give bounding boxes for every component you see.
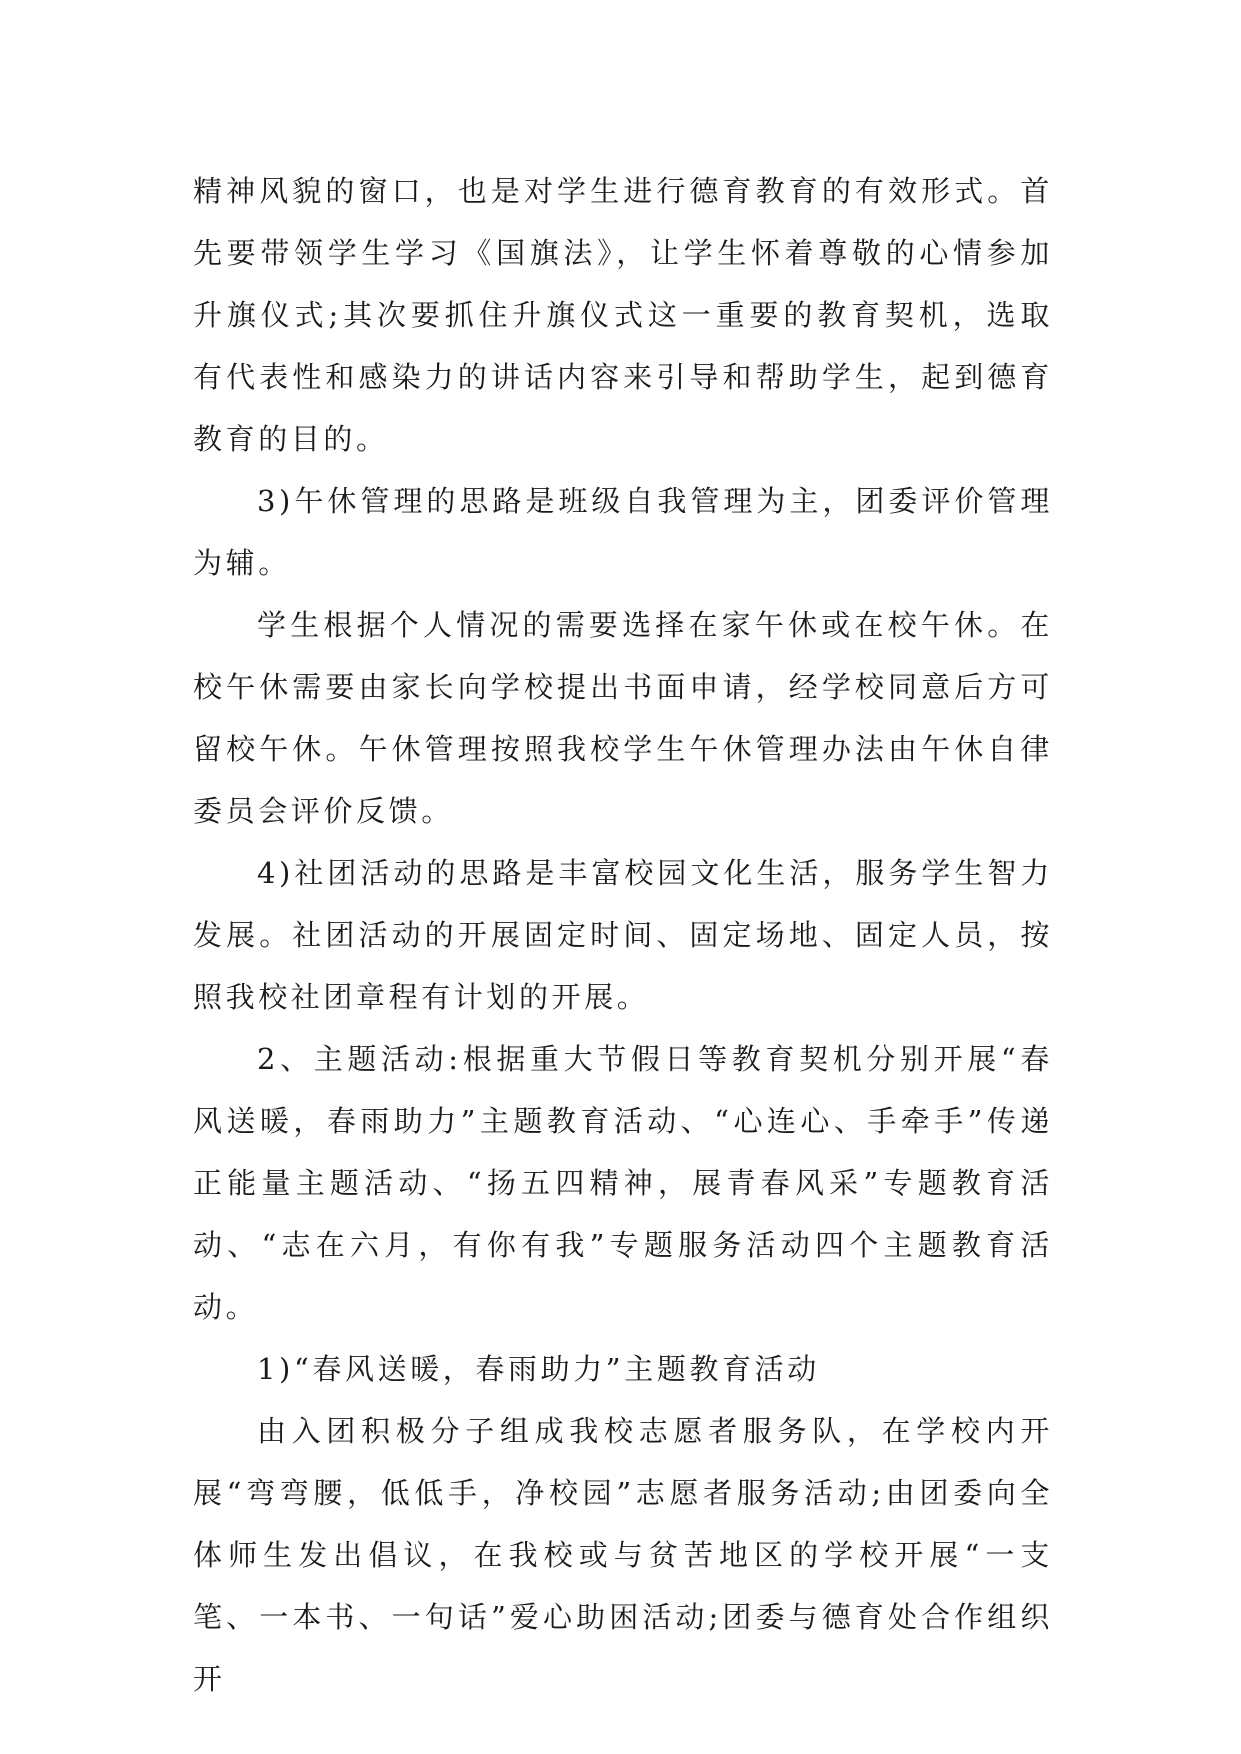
paragraph-1: 精神风貌的窗口，也是对学生进行德育教育的有效形式。首先要带领学生学习《国旗法》，让学生怀着尊敬的心情参加升旗仪式;其次要抓住升旗仪式这一重要的教育契机，选取有代表性和感染力的讲话内容来引导和帮助学生，起到德育教育的目的。 xyxy=(193,174,1053,456)
paragraph-3: 学生根据个人情况的需要选择在家午休或在校午休。在校午休需要由家长向学校提出书面申请，经学校同意后方可留校午休。午休管理按照我校学生午休管理办法由午休自律委员会评价反馈。 xyxy=(193,608,1053,828)
paragraph-2: 3)午休管理的思路是班级自我管理为主，团委评价管理为辅。 xyxy=(193,484,1053,580)
paragraph-5: 2、主题活动:根据重大节假日等教育契机分别开展“春风送暖，春雨助力”主题教育活动、“心连心、手牵手”传递正能量主题活动、“扬五四精神，展青春风采”专题教育活动、“志在六月，有你有我”专题服务活动四个主题教育活动。 xyxy=(193,1042,1053,1324)
paragraph-4: 4)社团活动的思路是丰富校园文化生活，服务学生智力发展。社团活动的开展固定时间、固定场地、固定人员，按照我校社团章程有计划的开展。 xyxy=(193,856,1053,1014)
document-body xyxy=(193,160,1053,1710)
paragraph-6: 1)“春风送暖，春雨助力”主题教育活动 xyxy=(257,1352,820,1386)
paragraph-7: 由入团积极分子组成我校志愿者服务队，在学校内开展“弯弯腰，低低手，净校园”志愿者服务活动;由团委向全体师生发出倡议，在我校或与贫苦地区的学校开展“一支笔、一本书、一句话”爱心助困活动;团委与德育处合作组织开 xyxy=(193,1414,1053,1696)
